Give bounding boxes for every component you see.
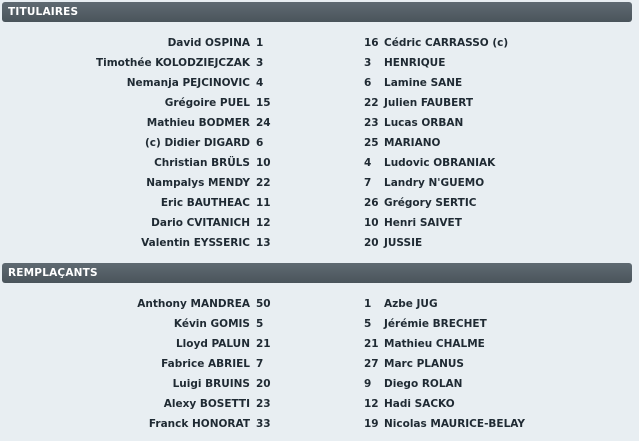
away-player-number: 12 — [364, 398, 379, 410]
home-player-name: Eric BAUTHEAC — [160, 197, 250, 209]
home-player-number: 7 — [256, 358, 264, 370]
away-player-number: 26 — [364, 197, 379, 209]
away-player-name: Cédric CARRASSO (c) — [384, 37, 509, 49]
player-row — [0, 74, 639, 94]
home-player-number: 23 — [256, 398, 271, 410]
home-player-name: Dario CVITANICH — [151, 217, 250, 229]
away-player-number: 16 — [364, 37, 379, 49]
away-player-name: Marc PLANUS — [384, 358, 464, 370]
player-row — [0, 194, 639, 214]
away-player-name: Lamine SANE — [384, 77, 463, 89]
away-player-name: HENRIQUE — [384, 57, 446, 69]
player-row — [0, 154, 639, 174]
away-player-number: 19 — [364, 418, 379, 430]
away-player-name: Mathieu CHALME — [384, 338, 485, 350]
away-player-number: 7 — [364, 177, 372, 189]
home-player-number: 3 — [256, 57, 264, 69]
roster-titulaires — [0, 34, 639, 254]
away-player-name: Hadi SACKO — [384, 398, 455, 410]
section-header-remplacants: REMPLAÇANTS — [2, 263, 632, 283]
away-player-number: 27 — [364, 358, 379, 370]
away-player-name: Lucas ORBAN — [384, 117, 464, 129]
home-player-name: (c) Didier DIGARD — [144, 137, 250, 149]
home-player-number: 13 — [256, 237, 271, 249]
home-player-name: Nemanja PEJCINOVIC — [126, 77, 250, 89]
player-row — [0, 355, 639, 375]
player-row — [0, 134, 639, 154]
home-player-name: David OSPINA — [167, 37, 250, 49]
player-row — [0, 415, 639, 435]
home-player-name: Christian BRÜLS — [154, 157, 250, 169]
away-player-name: Julien FAUBERT — [384, 97, 474, 109]
away-player-name: Henri SAIVET — [384, 217, 462, 229]
home-player-number: 4 — [256, 77, 264, 89]
away-player-name: MARIANO — [384, 137, 441, 149]
home-player-number: 15 — [256, 97, 271, 109]
away-player-name: Azbe JUG — [384, 298, 438, 310]
roster-remplacants — [0, 295, 639, 435]
home-player-name: Kévin GOMIS — [173, 318, 250, 330]
away-player-name: Diego ROLAN — [384, 378, 463, 390]
away-player-number: 22 — [364, 97, 379, 109]
player-row — [0, 94, 639, 114]
home-player-number: 21 — [256, 338, 271, 350]
home-player-number: 11 — [256, 197, 271, 209]
away-player-name: Jérémie BRECHET — [384, 318, 487, 330]
home-player-number: 22 — [256, 177, 271, 189]
home-player-name: Mathieu BODMER — [146, 117, 250, 129]
away-player-number: 4 — [364, 157, 372, 169]
player-row — [0, 335, 639, 355]
home-player-name: Anthony MANDREA — [137, 298, 250, 310]
away-player-number: 23 — [364, 117, 379, 129]
home-player-name: Fabrice ABRIEL — [161, 358, 250, 370]
home-player-name: Lloyd PALUN — [175, 338, 250, 350]
section-header-titulaires: TITULAIRES — [2, 2, 632, 22]
home-player-name: Luigi BRUINS — [172, 378, 250, 390]
away-player-number: 5 — [364, 318, 372, 330]
player-row — [0, 395, 639, 415]
away-player-name: Grégory SERTIC — [384, 197, 477, 209]
player-row — [0, 315, 639, 335]
home-player-name: Alexy BOSETTI — [163, 398, 250, 410]
away-player-number: 20 — [364, 237, 379, 249]
home-player-number: 1 — [256, 37, 264, 49]
player-row — [0, 295, 639, 315]
home-player-number: 24 — [256, 117, 271, 129]
home-player-name: Grégoire PUEL — [164, 97, 250, 109]
home-player-number: 12 — [256, 217, 271, 229]
player-row — [0, 214, 639, 234]
away-player-name: Nicolas MAURICE-BELAY — [384, 418, 526, 430]
home-player-number: 10 — [256, 157, 271, 169]
home-player-number: 20 — [256, 378, 271, 390]
home-player-number: 50 — [256, 298, 271, 310]
away-player-number: 6 — [364, 77, 372, 89]
away-player-number: 3 — [364, 57, 372, 69]
home-player-name: Franck HONORAT — [148, 418, 250, 430]
away-player-number: 21 — [364, 338, 379, 350]
away-player-number: 10 — [364, 217, 379, 229]
player-row — [0, 234, 639, 254]
player-row — [0, 174, 639, 194]
away-player-name: Landry N'GUEMO — [384, 177, 485, 189]
home-player-name: Valentin EYSSERIC — [141, 237, 250, 249]
player-row — [0, 54, 639, 74]
player-row — [0, 114, 639, 134]
away-player-name: Ludovic OBRANIAK — [384, 157, 496, 169]
home-player-name: Timothée KOLODZIEJCZAK — [95, 57, 250, 69]
away-player-number: 1 — [364, 298, 372, 310]
player-row — [0, 375, 639, 395]
away-player-name: JUSSIE — [384, 237, 423, 249]
away-player-number: 25 — [364, 137, 379, 149]
home-player-number: 6 — [256, 137, 264, 149]
away-player-number: 9 — [364, 378, 372, 390]
home-player-number: 5 — [256, 318, 264, 330]
home-player-name: Nampalys MENDY — [146, 177, 250, 189]
home-player-number: 33 — [256, 418, 271, 430]
player-row — [0, 34, 639, 54]
